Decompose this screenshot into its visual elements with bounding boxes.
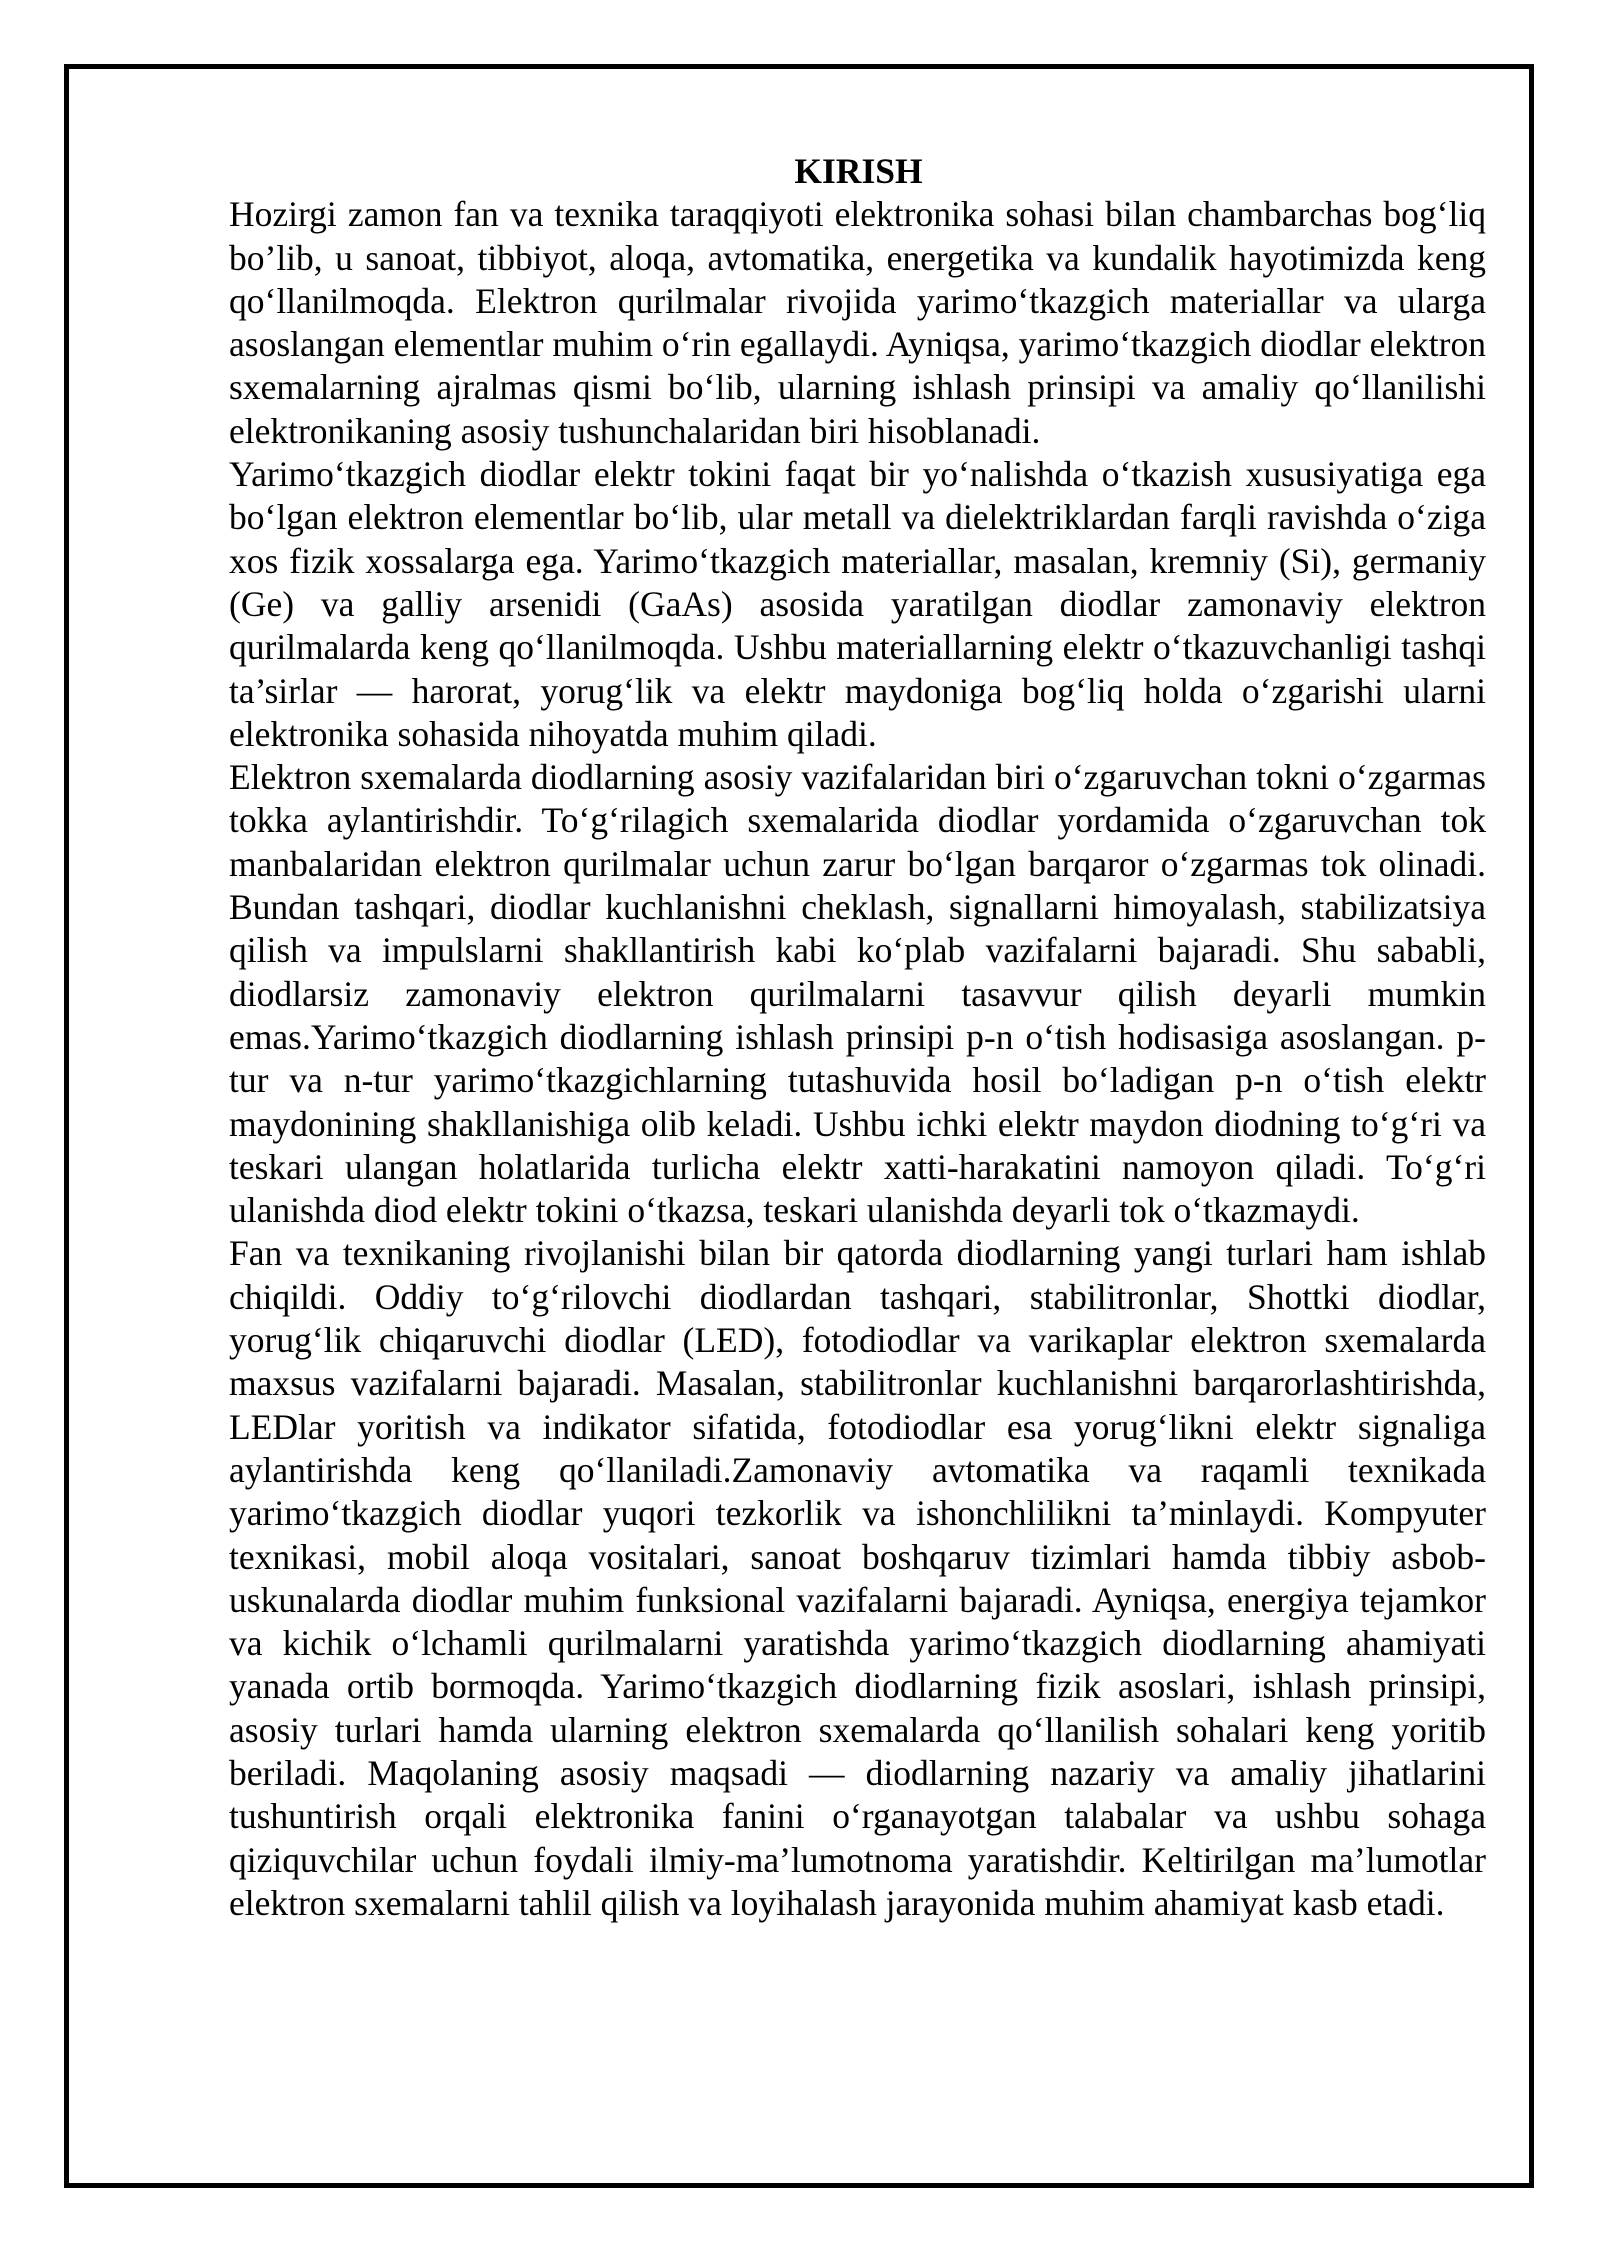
document-body (229, 150, 1486, 1925)
document-title: KIRISH (794, 151, 923, 191)
paragraph-diode-types: Fan va texnikaning rivojlanishi bilan bir qatorda diodlarning yangi turlari ham ishlab chiqildi. Oddiy to‘g‘rilovchi diodlardan tashqari, stabilitronlar, Shottki diodlar, yorug‘lik chiqaruvchi diodlar (LED), fotodiodlar va varikaplar elektron sxemalarda maxsus vazifalarni bajaradi. Masalan, stabilitronlar kuchlanishni barqarorlashtirishda, LEDlar yoritish va indikator sifatida, fotodiodlar esa yorug‘likni elektr signaliga aylantirishda keng qo‘llaniladi.Zamonaviy avtomatika va raqamli texnikada yarimo‘tkazgich diodlar yuqori tezkorlik va ishonchlilikni ta’minlaydi. Kompyuter texnikasi, mobil aloqa vositalari, sanoat boshqaruv tizimlari hamda tibbiy asbob-uskunalarda diodlar muhim funksional vazifalarni bajaradi. Ayniqsa, energiya tejamkor va kichik o‘lchamli qurilmalarni yaratishda yarimo‘tkazgich diodlarning ahamiyati yanada ortib bormoqda. Yarimo‘tkazgich diodlarning fizik asoslari, ishlash prinsipi, asosiy turlari hamda ularning elektron sxemalarda qo‘llanilish sohalari keng yoritib beriladi. Maqolaning asosiy maqsadi — diodlarning nazariy va amaliy jihatlarini tushuntirish orqali elektronika fanini o‘rganayotgan talabalar va ushbu sohaga qiziquvchilar uchun foydali ilmiy-ma’lumotnoma yaratishdir. Keltirilgan ma’lumotlar elektron sxemalarni tahlil qilish va loyihalash jarayonida muhim ahamiyat kasb etadi. (229, 1233, 1486, 1923)
paragraph-diode-properties: Yarimo‘tkazgich diodlar elektr tokini faqat bir yo‘nalishda o‘tkazish xususiyatiga ega bo‘lgan elektron elementlar bo‘lib, ular metall va dielektriklardan farqli ravishda o‘ziga xos fizik xossalarga ega. Yarimo‘tkazgich materiallar, masalan, kremniy (Si), germaniy (Ge) va galliy arsenidi (GaAs) asosida yaratilgan diodlar zamonaviy elektron qurilmalarda keng qo‘llanilmoqda. Ushbu materiallarning elektr o‘tkazuvchanligi tashqi ta’sirlar — harorat, yorug‘lik va elektr maydoniga bog‘liq holda o‘zgarishi ularni elektronika sohasida nihoyatda muhim qiladi. (229, 454, 1486, 754)
paragraph-intro: Hozirgi zamon fan va texnika taraqqiyoti elektronika sohasi bilan chambarchas bog‘liq bo’lib, u sanoat, tibbiyot, aloqa, avtomatika, energetika va kundalik hayotimizda keng qo‘llanilmoqda. Elektron qurilmalar rivojida yarimo‘tkazgich materiallar va ularga asoslangan elementlar muhim o‘rin egallaydi. Ayniqsa, yarimo‘tkazgich diodlar elektron sxemalarning ajralmas qismi bo‘lib, ularning ishlash prinsipi va amaliy qo‘llanilishi elektronikaning asosiy tushunchalaridan biri hisoblanadi. (229, 194, 1486, 451)
paragraph-diode-functions: Elektron sxemalarda diodlarning asosiy vazifalaridan biri o‘zgaruvchan tokni o‘zgarmas tokka aylantirishdir. To‘g‘rilagich sxemalarida diodlar yordamida o‘zgaruvchan tok manbalaridan elektron qurilmalar uchun zarur bo‘lgan barqaror o‘zgarmas tok olinadi. Bundan tashqari, diodlar kuchlanishni cheklash, signallarni himoyalash, stabilizatsiya qilish va impulslarni shakllantirish kabi ko‘plab vazifalarni bajaradi. Shu sababli, diodlarsiz zamonaviy elektron qurilmalarni tasavvur qilish deyarli mumkin emas.Yarimo‘tkazgich diodlarning ishlash prinsipi p-n o‘tish hodisasiga asoslangan. p-tur va n-tur yarimo‘tkazgichlarning tutashuvida hosil bo‘ladigan p-n o‘tish elektr maydonining shakllanishiga olib keladi. Ushbu ichki elektr maydon diodning to‘g‘ri va teskari ulangan holatlarida turlicha elektr xatti-harakatini namoyon qiladi. To‘g‘ri ulanishda diod elektr tokini o‘tkazsa, teskari ulanishda deyarli tok o‘tkazmaydi. (229, 757, 1486, 1231)
